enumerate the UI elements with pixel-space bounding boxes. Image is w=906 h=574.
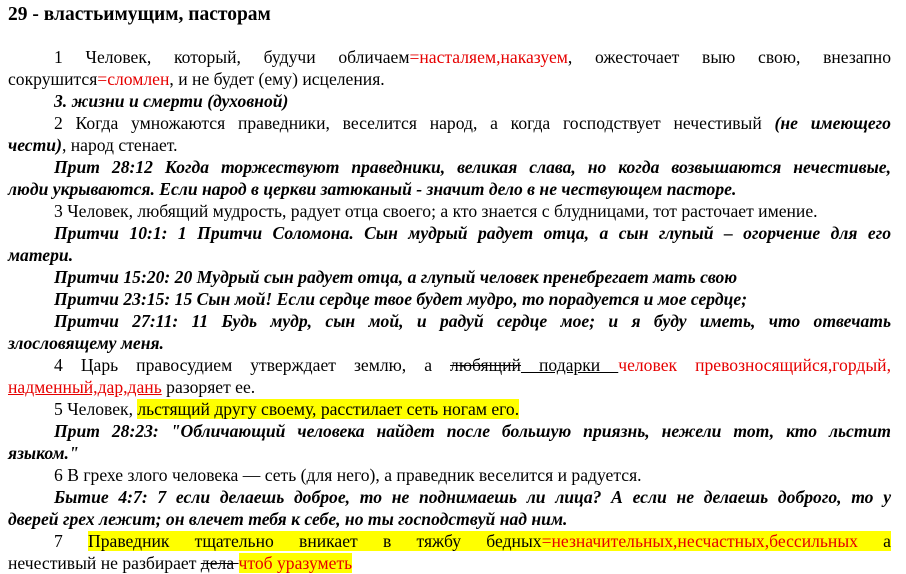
verse-5: [54, 398, 891, 420]
verse-text: сокрушится: [8, 69, 98, 89]
verse-1-line-2: [8, 68, 891, 90]
verse-text: , и не будет (ему) исцеления.: [169, 69, 385, 89]
reference-prov-15-20: Притчи 15:20: 20 Мудрый сын радует отца, а глупый человек пренебрегает мать свою: [54, 267, 738, 287]
verse-text: 5 Человек,: [54, 399, 138, 419]
synonym-note: =сломлен: [97, 69, 170, 89]
verse-4-line-2: [8, 376, 891, 398]
verse-text: нечестивый не разбирает: [8, 553, 201, 573]
verse-text: , народ стенает.: [61, 135, 178, 155]
reference-prov-28-23-line-2: языком.": [8, 443, 79, 463]
struck-word: любящий: [450, 355, 521, 375]
verse-7-line-1: [54, 530, 891, 552]
verse-text: 7: [54, 531, 89, 551]
verse-text: 4 Царь правосудием утверждает землю, а: [54, 355, 451, 375]
commentary-inline: (не имеющего: [774, 113, 891, 133]
reference-gen-4-7-line-1: Бытие 4:7: 7 если делаешь доброе, то не поднимаешь ли лица? А если не делаешь доброго, то у: [54, 487, 891, 507]
verse-4-line-1: [54, 354, 891, 376]
commentary-note: 3. жизни и смерти (духовной): [54, 91, 289, 111]
page-title: 29 - властьимущим, пасторам: [8, 4, 271, 25]
synonym-note: надменный,дар,дань: [8, 377, 162, 397]
verse-text: 1 Человек, который, будучи обличаем: [54, 47, 410, 67]
verse-3: 3 Человек, любящий мудрость, радует отца своего; а кто знается с блудницами, тот расточает имение.: [54, 201, 818, 221]
reference-prov-28-12-line-1: Прит 28:12 Когда торжествуют праведники, великая слава, но когда возвышаются нечестивые,: [54, 157, 891, 177]
verse-2-line-1: [54, 112, 891, 134]
struck-word: дела: [200, 553, 239, 573]
verse-1-line-1: [54, 46, 891, 68]
reference-gen-4-7-line-2: дверей грех лежит; он влечет тебя к себе, но ты господствуй над ним.: [8, 509, 568, 529]
commentary-inline: чести): [8, 135, 62, 155]
reference-prov-27-11-line-2: злословящему меня.: [8, 333, 164, 353]
reference-prov-10-1-line-1: Притчи 10:1: 1 Притчи Соломона. Сын мудрый радует отца, а сын глупый – огорчение для его: [54, 223, 891, 243]
synonym-note: человек превозносящийся,гордый,: [618, 355, 891, 375]
highlighted-text: Праведник тщательно вникает в тяжбу бедных: [88, 531, 542, 551]
verse-2-line-2: [8, 134, 891, 156]
verse-text: разоряет ее.: [161, 377, 256, 397]
synonym-note: =насталяем,наказуем: [409, 47, 568, 67]
synonym-note: =незначительных,несчастных,бессильных: [541, 531, 858, 551]
verse-text: подарки: [520, 355, 619, 375]
reference-prov-28-23-line-1: Прит 28:23: "Обличающий человека найдет после большую приязнь, нежели тот, кто льстит: [54, 421, 891, 441]
verse-7-line-2: [8, 552, 891, 574]
verse-text: 2 Когда умножаются праведники, веселится народ, а когда господствует нечестивый: [54, 113, 775, 133]
synonym-note: чтоб уразуметь: [238, 553, 353, 573]
reference-prov-27-11-line-1: Притчи 27:11: 11 Будь мудр, сын мой, и радуй сердце мое; и я буду иметь, что отвечать: [54, 311, 891, 331]
verse-text: , ожесточает выю свою, внезапно: [567, 47, 891, 67]
reference-prov-10-1-line-2: матери.: [8, 245, 74, 265]
reference-prov-23-15: Притчи 23:15: 15 Сын мой! Если сердце твое будет мудро, то порадуется и мое сердце;: [54, 289, 748, 309]
reference-prov-28-12-line-2: люди укрываются. Если народ в церкви затюканый - значит дело в не чествующем пасторе.: [8, 179, 737, 199]
verse-6: 6 В грехе злого человека — сеть (для него), а праведник веселится и радуется.: [54, 465, 642, 485]
highlighted-text: а: [857, 531, 891, 551]
highlighted-text: льстящий другу своему, расстилает сеть ногам его.: [137, 399, 520, 419]
